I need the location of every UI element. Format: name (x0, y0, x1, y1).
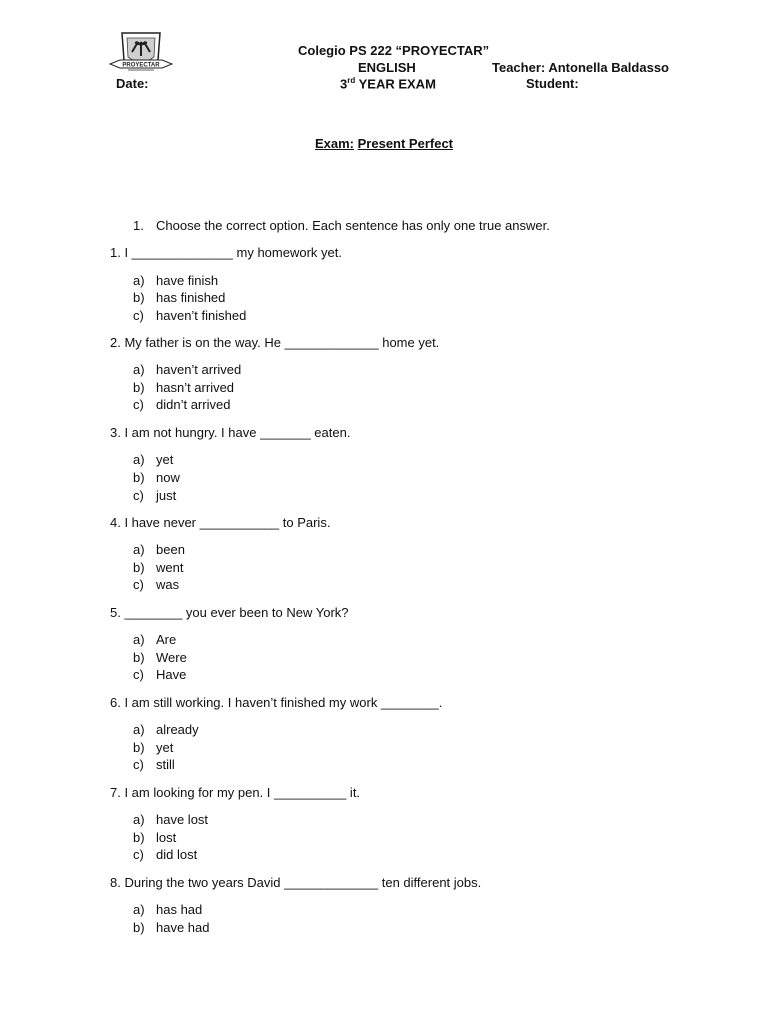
question-5: 5. ________ you ever been to New York? (110, 605, 349, 620)
question-6: 6. I am still working. I haven’t finished my work ________. (110, 695, 443, 710)
teacher-label: Teacher: Antonella Baldasso (492, 60, 669, 75)
instruction: 1. Choose the correct option. Each sentence has only one true answer. (133, 218, 550, 233)
question-1: 1. I ______________ my homework yet. (110, 245, 342, 260)
student-label: Student: (526, 76, 579, 91)
option-8a: a) has had (133, 902, 203, 917)
date-label: Date: (116, 76, 149, 91)
option-3a: a) yet (133, 452, 174, 467)
year-exam-label: 3rd YEAR EXAM (340, 76, 436, 92)
option-2a: a) haven’t arrived (133, 362, 242, 377)
option-7a: a) have lost (133, 812, 209, 827)
school-name: Colegio PS 222 “PROYECTAR” (298, 43, 490, 58)
question-3: 3. I am not hungry. I have _______ eaten. (110, 425, 351, 440)
logo-text: PROYECTAR (122, 62, 160, 69)
option-6b: b) yet (133, 740, 174, 755)
option-4b: b) went (133, 560, 184, 575)
option-4c: c) was (133, 577, 180, 592)
option-2b: b) hasn’t arrived (133, 380, 235, 395)
option-3c: c) just (133, 488, 177, 503)
exam-title: Exam: Present Perfect (314, 136, 454, 151)
option-5b: b) Were (133, 650, 187, 665)
option-4a: a) been (133, 542, 185, 557)
option-5a: a) Are (133, 632, 177, 647)
option-5c: c) Have (133, 667, 187, 682)
option-3b: b) now (133, 470, 180, 485)
question-8: 8. During the two years David _____________ ten different jobs. (110, 875, 482, 890)
question-2: 2. My father is on the way. He _____________ home yet. (110, 335, 440, 350)
option-2c: c) didn’t arrived (133, 397, 231, 412)
subject-label: ENGLISH (358, 60, 416, 75)
option-8b: b) have had (133, 920, 210, 935)
option-1a: a) have finish (133, 273, 219, 288)
option-7b: b) lost (133, 830, 177, 845)
question-4: 4. I have never ___________ to Paris. (110, 515, 331, 530)
school-logo (108, 30, 174, 78)
option-1c: c) haven’t finished (133, 308, 247, 323)
option-6c: c) still (133, 757, 175, 772)
option-1b: b) has finished (133, 290, 226, 305)
option-6a: a) already (133, 722, 199, 737)
option-7c: c) did lost (133, 847, 198, 862)
question-7: 7. I am looking for my pen. I __________ it. (110, 785, 361, 800)
